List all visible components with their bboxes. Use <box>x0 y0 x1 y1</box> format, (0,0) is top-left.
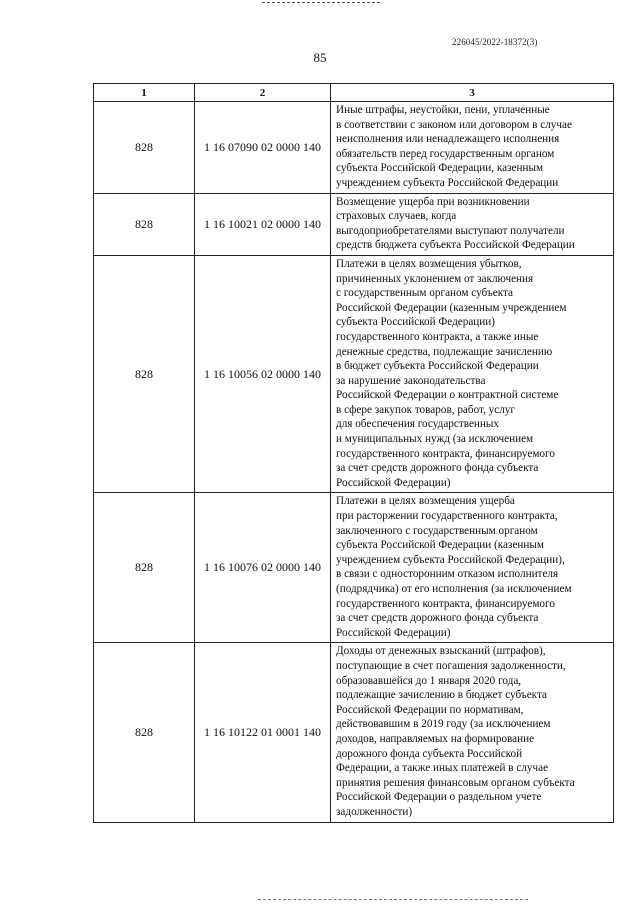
income-description-cell <box>331 102 614 194</box>
description-line: поступающие в счет погашения задолженности, <box>336 659 566 672</box>
description-line: в бюджет субъекта Российской Федерации <box>336 360 539 373</box>
admin-code-cell: 828 <box>94 102 195 194</box>
description-line: Платежи в целях возмещения убытков, <box>336 257 522 270</box>
description-line: доходов, направляемых на формирование <box>336 732 535 745</box>
description-line: Российской Федерации о раздельном учете <box>336 791 542 804</box>
budget-codes-table <box>93 83 614 823</box>
description-line: в связи с односторонним отказом исполнителя <box>336 568 559 581</box>
description-line: Доходы от денежных взысканий (штрафов), <box>336 645 546 658</box>
description-line: для обеспечения государственных <box>336 418 500 431</box>
table-row <box>94 255 614 493</box>
description-line: принятия решения финансовым органом субъекта <box>336 776 575 789</box>
description-line: государственного контракта, финансируемого <box>336 447 555 460</box>
description-line: Российской Федерации (казенным учреждением <box>336 301 567 314</box>
description-line: Российской Федерации) <box>336 626 451 639</box>
description-line: Платежи в целях возмещения ущерба <box>336 495 515 508</box>
description-line: субъекта Российской Федерации, казенным <box>336 162 544 175</box>
description-line: за нарушение законодательства <box>336 374 486 387</box>
description-line: дорожного фонда субъекта Российской <box>336 747 523 760</box>
description-line: и муниципальных нужд (за исключением <box>336 433 534 446</box>
description-line: с государственным органом субъекта <box>336 287 513 300</box>
budget-classification-code-cell: 1 16 10056 02 0000 140 <box>195 255 331 493</box>
description-line: выгодоприобретателями выступают получатели <box>336 224 565 237</box>
description-line: задолженности) <box>336 805 413 818</box>
description-line: за счет средств дорожного фонда субъекта <box>336 612 539 625</box>
budget-classification-code-cell: 1 16 10076 02 0000 140 <box>195 493 331 643</box>
description-line: в сфере закупок товаров, работ, услуг <box>336 403 515 416</box>
description-line: Возмещение ущерба при возникновении <box>336 195 530 208</box>
description-line: страховых случаев, когда <box>336 210 457 223</box>
column-header-3: 3 <box>331 84 614 102</box>
description-line: Федерации, а также иных платежей в случае <box>336 762 549 775</box>
table-row <box>94 493 614 643</box>
admin-code-cell: 828 <box>94 643 195 822</box>
description-line: обязательств перед государственным органом <box>336 147 555 160</box>
table-row <box>94 643 614 822</box>
description-line: действовавшим в 2019 году (за исключением <box>336 718 551 731</box>
description-line: Российской Федерации) <box>336 476 451 489</box>
description-line: средств бюджета субъекта Российской Федерации <box>336 239 575 252</box>
table-header-row <box>94 84 614 102</box>
admin-code-cell: 828 <box>94 493 195 643</box>
description-line: (подрядчика) от его исполнения (за исключением <box>336 583 572 595</box>
description-line: заключенного с государственным органом <box>336 524 538 537</box>
description-line: неисполнения или ненадлежащего исполнения <box>336 133 560 146</box>
document-id: 226045/2022-18372(3) <box>452 37 538 47</box>
column-header-1: 1 <box>94 84 195 102</box>
income-description-cell <box>331 255 614 493</box>
description-line: Иные штрафы, неустойки, пени, уплаченные <box>336 104 550 116</box>
income-description-cell <box>331 193 614 255</box>
description-line: учреждением субъекта Российской Федерации <box>336 176 559 189</box>
page-number: 85 <box>313 50 327 65</box>
budget-classification-code-cell: 1 16 10122 01 0001 140 <box>195 643 331 822</box>
description-line: в соответствии с законом или договором в случае <box>336 118 572 131</box>
budget-classification-code-cell: 1 16 10021 02 0000 140 <box>195 193 331 255</box>
description-line: государственного контракта, а также иные <box>336 330 539 343</box>
table-row <box>94 193 614 255</box>
column-header-2: 2 <box>195 84 331 102</box>
description-line: учреждением субъекта Российской Федерации), <box>336 553 565 566</box>
table-row <box>94 102 614 194</box>
income-description-cell <box>331 643 614 822</box>
description-line: Российской Федерации по нормативам, <box>336 703 524 716</box>
admin-code-cell: 828 <box>94 255 195 493</box>
description-line: денежные средства, подлежащие зачислению <box>336 345 553 358</box>
description-line: при расторжении государственного контракта, <box>336 510 558 523</box>
description-line: за счет средств дорожного фонда субъекта <box>336 462 539 475</box>
admin-code-cell: 828 <box>94 193 195 255</box>
table-body <box>94 102 614 823</box>
description-line: подлежащие зачислению в бюджет субъекта <box>336 689 547 702</box>
description-line: Российской Федерации о контрактной системе <box>336 389 559 402</box>
description-line: субъекта Российской Федерации) <box>336 316 495 329</box>
description-line: субъекта Российской Федерации (казенным <box>336 539 544 552</box>
budget-classification-code-cell: 1 16 07090 02 0000 140 <box>195 102 331 194</box>
description-line: причиненных уклонением от заключения <box>336 272 534 285</box>
income-description-cell <box>331 493 614 643</box>
top-scan-line <box>262 2 380 3</box>
description-line: образовавшейся до 1 января 2020 года, <box>336 674 522 687</box>
description-line: государственного контракта, финансируемого <box>336 597 555 610</box>
bottom-scan-line <box>258 899 528 900</box>
